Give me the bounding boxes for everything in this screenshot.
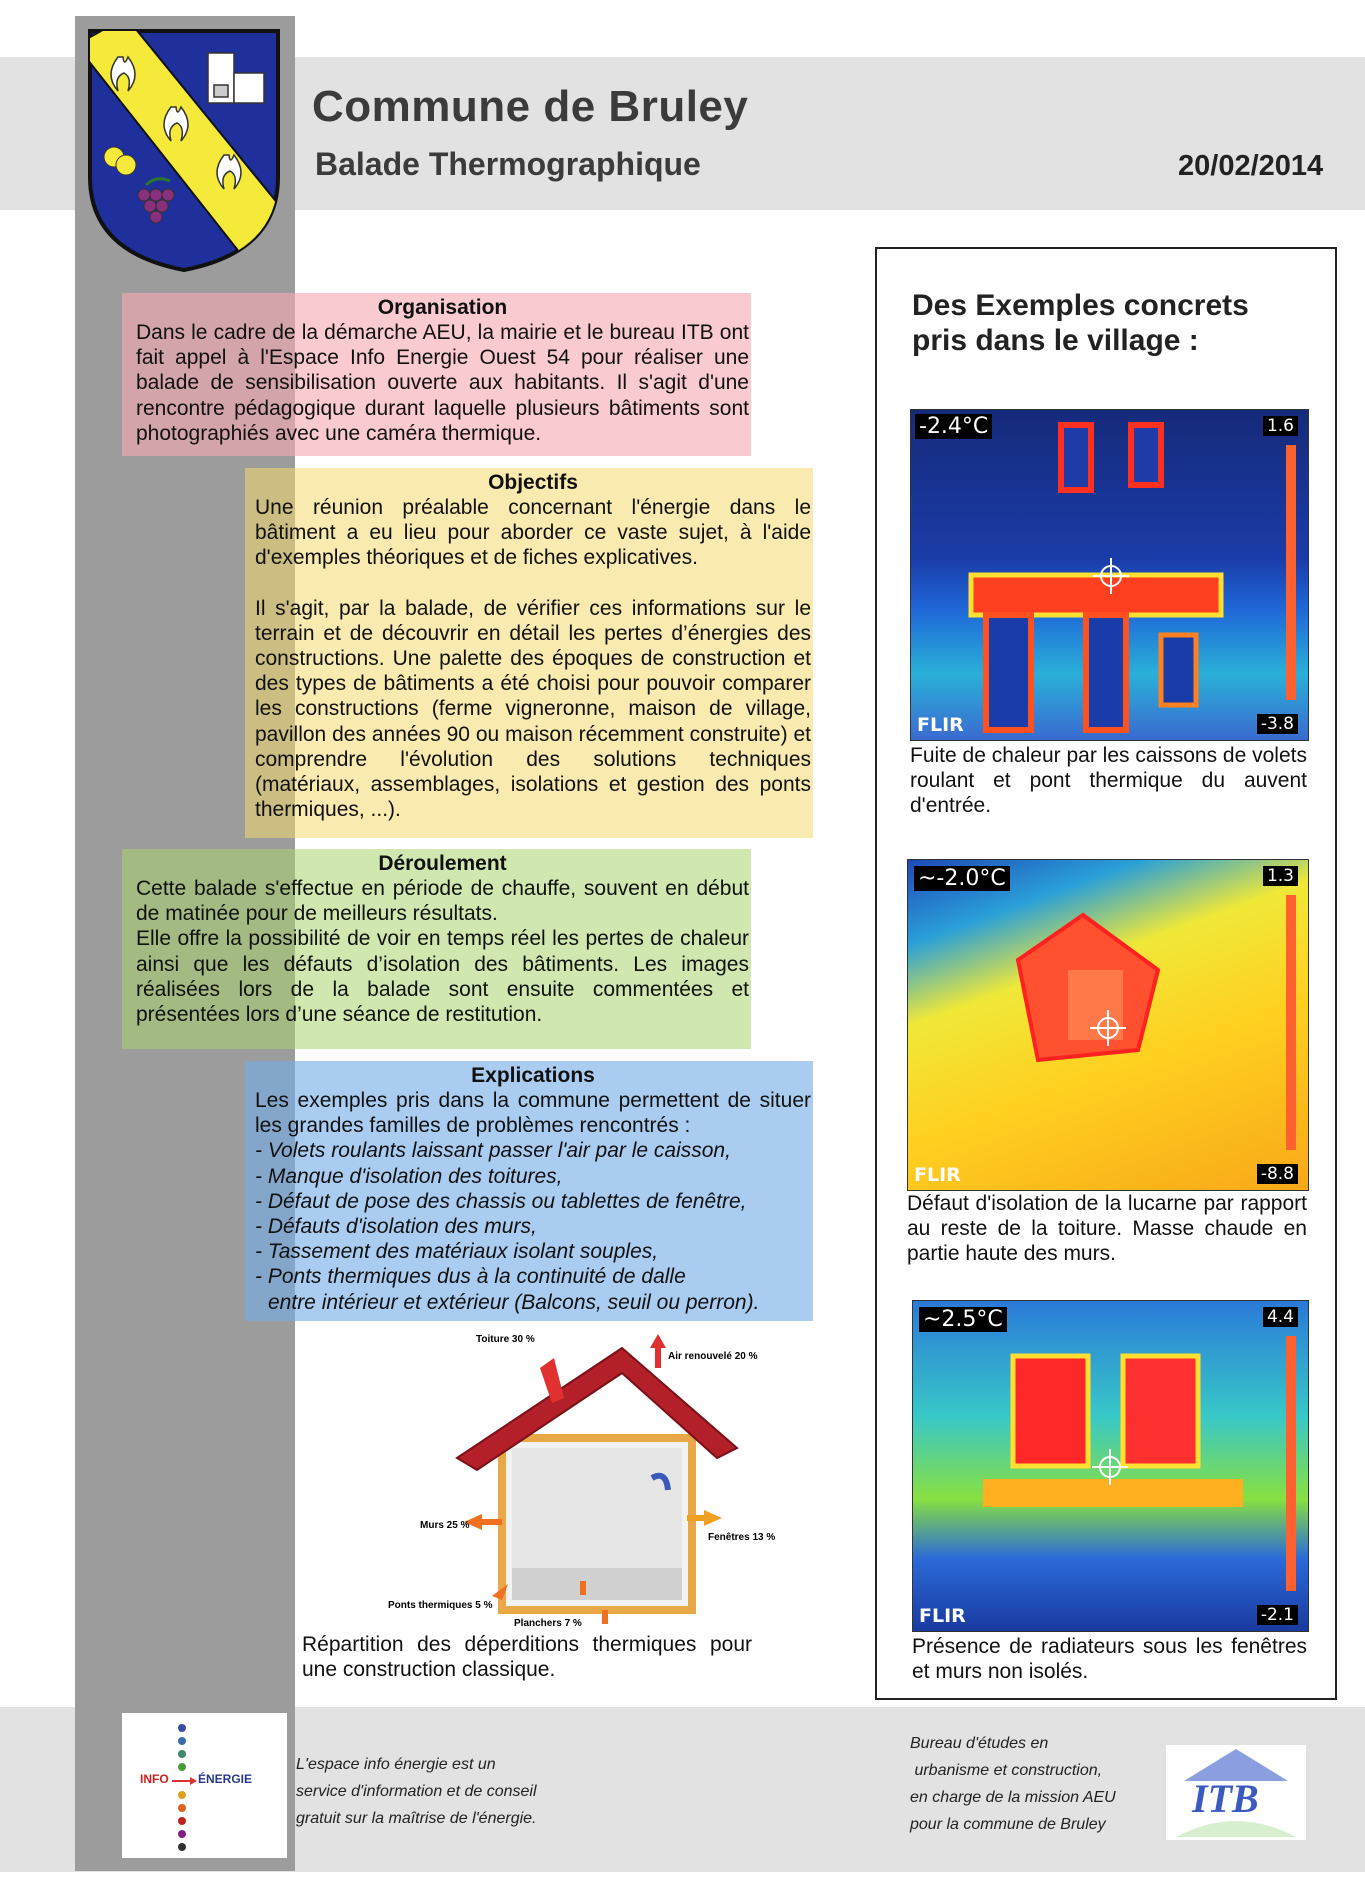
info-line: service d'information et de conseil bbox=[296, 1783, 537, 1800]
info-line: gratuit sur la maîtrise de l'énergie. bbox=[296, 1810, 537, 1827]
thermal-scene-2-icon bbox=[908, 860, 1308, 1190]
info-energie-description bbox=[296, 1751, 586, 1832]
thermal-2-flir-logo: FLIR bbox=[914, 1164, 961, 1186]
thermal-2-caption: Défaut d'isolation de la lucarne par rapport au reste de la toiture. Masse chaude en partie haute des murs. bbox=[907, 1192, 1307, 1265]
objectifs-spacer bbox=[255, 571, 811, 596]
itb-line: Bureau d'études en bbox=[910, 1735, 1049, 1752]
info-line: L'espace info énergie est un bbox=[296, 1756, 496, 1773]
house-diagram-icon bbox=[382, 1328, 802, 1628]
thermal-image-3 bbox=[912, 1300, 1309, 1632]
label-murs: Murs 25 % bbox=[420, 1520, 470, 1531]
label-air-renouvele: Air renouvelé 20 % bbox=[668, 1351, 758, 1362]
itb-line: urbanisme et construction, bbox=[910, 1762, 1103, 1779]
explications-item: entre intérieur et extérieur (Balcons, seuil ou perron). bbox=[268, 1290, 760, 1314]
explications-item: - Défaut de pose des chassis ou tablettes de fenêtre, bbox=[255, 1189, 747, 1213]
organisation-text: Dans le cadre de la démarche AEU, la mairie et le bureau ITB ont fait appel à l'Espace Info Energie Ouest 54 pour réaliser une balade de sensibilisation ouverte aux habitants. Il s'agit d'une rencontre pédagogique durant laquelle plusieurs bâtiments sont photographiés avec une caméra thermique. bbox=[136, 321, 749, 445]
thermal-1-scale-min: -3.8 bbox=[1257, 714, 1298, 734]
deroulement-section bbox=[122, 849, 751, 1049]
explications-item: - Volets roulants laissant passer l'air par le caisson, bbox=[255, 1139, 731, 1163]
objectifs-heading: Objectifs bbox=[488, 471, 578, 494]
explications-heading: Explications bbox=[471, 1064, 595, 1087]
objectifs-section bbox=[245, 468, 813, 838]
info-logo-left: INFO bbox=[140, 1772, 169, 1786]
thermal-1-spot-temp: -2.4°C bbox=[915, 414, 992, 439]
thermal-2-spot-temp: ~-2.0°C bbox=[914, 866, 1010, 891]
explications-item: - Manque d'isolation des toitures, bbox=[255, 1164, 563, 1188]
explications-intro: Les exemples pris dans la commune permettent de situer les grandes familles de problèmes rencontrés : bbox=[255, 1089, 811, 1138]
thermal-scene-1-icon bbox=[911, 410, 1308, 740]
coat-of-arms-icon bbox=[86, 27, 282, 274]
thermal-3-scale-min: -2.1 bbox=[1257, 1605, 1298, 1625]
label-fenetres: Fenêtres 13 % bbox=[708, 1532, 776, 1543]
page-title: Commune de Bruley bbox=[312, 82, 749, 131]
thermal-image-2 bbox=[907, 859, 1309, 1191]
explications-section bbox=[245, 1061, 813, 1321]
heat-loss-diagram bbox=[382, 1328, 802, 1628]
organisation-section bbox=[122, 293, 751, 456]
itb-line: pour la commune de Bruley bbox=[910, 1816, 1106, 1833]
thermal-scene-3-icon bbox=[913, 1301, 1308, 1631]
thermal-3-spot-temp: ~2.5°C bbox=[919, 1307, 1007, 1332]
itb-logo bbox=[1166, 1745, 1306, 1840]
page-date: 20/02/2014 bbox=[1178, 150, 1324, 182]
label-planchers: Planchers 7 % bbox=[514, 1618, 582, 1628]
itb-line: en charge de la mission AEU bbox=[910, 1789, 1116, 1806]
thermal-1-scale-max: 1.6 bbox=[1263, 416, 1298, 436]
deroulement-paragraph-2: Elle offre la possibilité de voir en temps réel les pertes de chaleur ainsi que les défauts d’isolation des bâtiments. Les images réalisées lors de la balade sont ensuite commentées et présentées lors d’une séance de restitution. bbox=[136, 927, 749, 1027]
thermal-image-1 bbox=[910, 409, 1309, 741]
page-subtitle: Balade Thermographique bbox=[315, 146, 701, 182]
label-toiture: Toiture 30 % bbox=[476, 1334, 535, 1345]
explications-item: - Défauts d'isolation des murs, bbox=[255, 1215, 537, 1239]
itb-logo-text: ITB bbox=[1192, 1776, 1259, 1821]
examples-title: Des Exemples concrets pris dans le village : bbox=[912, 289, 1249, 357]
itb-description bbox=[910, 1730, 1160, 1838]
objectifs-paragraph-2: Il s'agit, par la balade, de vérifier ces informations sur le terrain et de découvrir en détail les pertes d’énergies des constructions. Une palette des époques de construction et des types de bâtiments a été choisi pour pouvoir comparer les constructions (ferme vigneronne, maison de village, pavillon des années 90 ou maison récemment construite) et comprendre l'évolution des solutions techniques (matériaux, assemblages, isolations et gestion des ponts thermiques, ...). bbox=[255, 596, 811, 822]
thermal-2-scale-max: 1.3 bbox=[1263, 866, 1298, 886]
thermal-3-caption: Présence de radiateurs sous les fenêtres et murs non isolés. bbox=[912, 1635, 1307, 1683]
thermal-3-flir-logo: FLIR bbox=[919, 1605, 966, 1627]
thermal-3-scale-max: 4.4 bbox=[1263, 1307, 1298, 1327]
explications-item: - Ponts thermiques dus à la continuité de dalle bbox=[255, 1265, 686, 1289]
thermal-1-flir-logo: FLIR bbox=[917, 714, 964, 736]
organisation-heading: Organisation bbox=[377, 296, 508, 319]
label-ponts-thermiques: Ponts thermiques 5 % bbox=[388, 1600, 493, 1611]
explications-item: - Tassement des matériaux isolant souples, bbox=[255, 1240, 659, 1264]
deroulement-heading: Déroulement bbox=[378, 852, 507, 875]
thermal-1-caption: Fuite de chaleur par les caissons de volets roulant et pont thermique du auvent d'entrée. bbox=[910, 744, 1307, 817]
info-energie-logo bbox=[122, 1713, 287, 1858]
house-diagram-caption: Répartition des déperditions thermiques pour une construction classique. bbox=[302, 1633, 752, 1681]
info-logo-right: ÉNERGIE bbox=[198, 1772, 253, 1786]
deroulement-paragraph-1: Cette balade s'effectue en période de chauffe, souvent en début de matinée pour de meilleurs résultats. bbox=[136, 877, 749, 926]
thermal-2-scale-min: -8.8 bbox=[1257, 1164, 1298, 1184]
objectifs-paragraph-1: Une réunion préalable concernant l'énergie dans le bâtiment a eu lieu pour aborder ce vaste sujet, à l'aide d'exemples théoriques et de fiches explicatives. bbox=[255, 496, 811, 570]
